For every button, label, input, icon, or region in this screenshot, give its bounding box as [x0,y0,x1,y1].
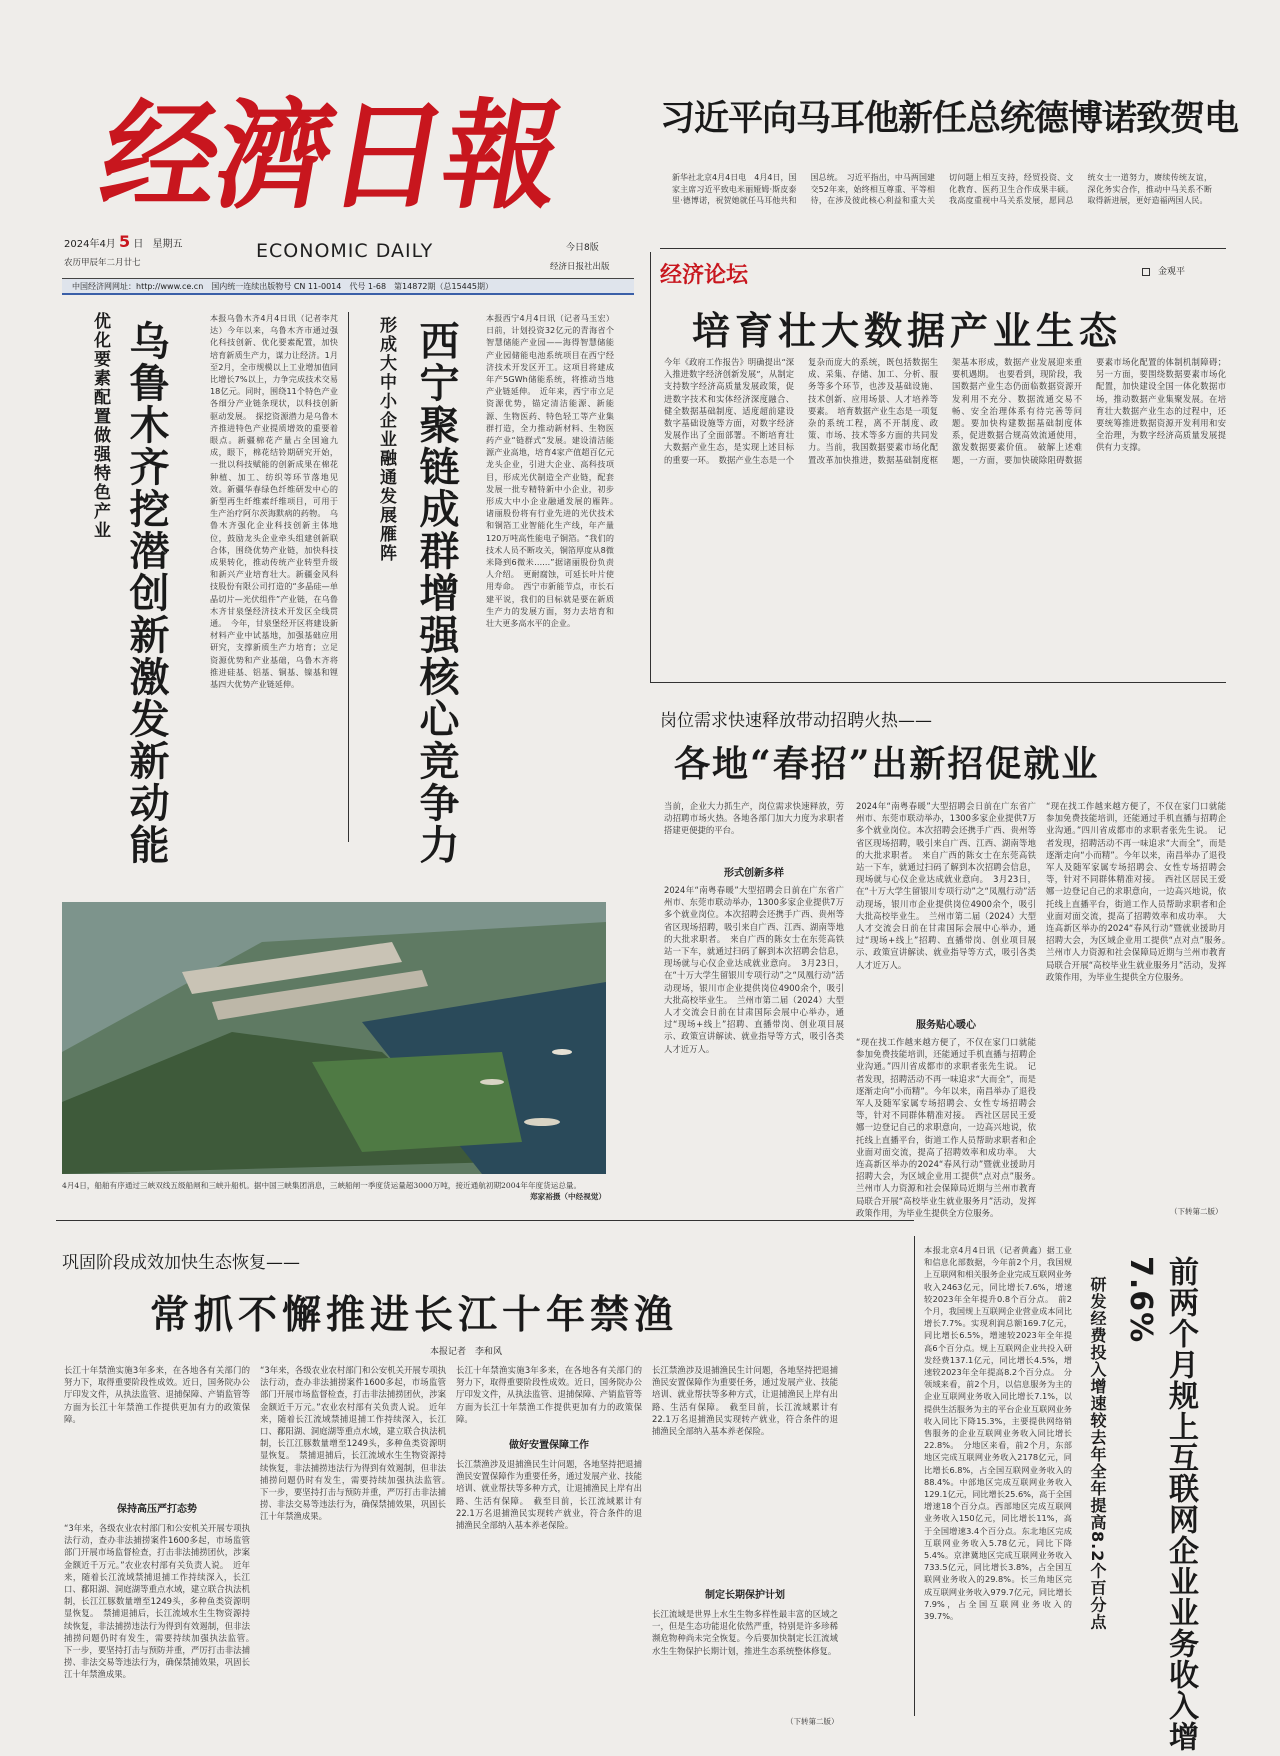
editorial-author: 金观平 [1142,264,1185,277]
jobs-intro: 当前，企业大力抓生产，岗位需求快速释放，劳动招聘市场火热。各地各部门加大力度为求职者搭建更便捷的平台。 [664,801,844,836]
ship-lock-illustration [62,902,606,1174]
mid-story-text: 本报西宁4月4日讯（记者马玉宏）日前，计划投资32亿元的青海省个智慧储能产业园——海得智慧储能产业园储能电池系统项目在西宁经济技术开发区开工。这项目将建成年产5GWh储能系统，将推动当地产业链延伸。 近年来，西宁市立足资源优势，锚定清洁能源、新能源、生物医药、特色轻工等产业集群打造，全力推动新材料、生物医药产业“链群式”发展。建设清洁能源产业高地，培育4家产值超百亿元龙头企业，引进大企业、高科技项目，形成光伏制造全产业链，配套发展一批专精特新中小企业，初步形成大中小企业融通发展的雁阵。 诸丽股份将有行业先进的光伏技术和铜箔工业智能化生产线，年产量120万吨高性能电子铜箔。“我们的技术人员不断攻关，铜箔厚度从8微米降到6微米……”据诸丽股份负责人介绍。 更耐腐蚀，可延长叶片使用寿命。 西宁市新能节点，市长石建平说，我们的目标就是要在新质生产力的发展方面，努力去培育和壮大更多高水平的企业。 [486,313,623,629]
photo-caption: 4月4日，船舶有序通过三峡双线五级船闸和三峡升船机。据中国三峡集团消息，三峡船闸一季度货运量超3000万吨，接近通航初期2004年年度货运总量。 郑家裕摄（中经视觉） [62,1181,606,1201]
divider [650,682,1226,683]
fishing-kicker: 巩固阶段成效加快生态恢复—— [62,1253,300,1273]
left-story-text: 本报乌鲁木齐4月4日讯（记者李芃达）今年以来，乌鲁木齐市通过强化科技创新、优化要素配置，加快培育新质生产力，谋力让经济。1月至2月，全市规模以上工业增加值同比增长7%以上，力争完成技术交易18亿元。同时，围绕11个特色产业各细分产业链条现状，以科技创新驱动发展。 探挖资源潜力是乌鲁木齐推进特色产业提质增效的重要着眼点。新疆棉花产量占全国逾九成，眼下，棉花结铃期研究开始，一批以科技赋能的创新成果在棉花种植、加工、纺织等环节落地见效。新疆华春绿色纤维研发中心的新型再生纤维素纤维项目，可用于生产治疗阿尔茨海默病的药物。 乌鲁木齐强化企业科技创新主体地位，鼓励龙头企业牵头组建创新联合体，围绕优势产业链，加快科技成果转化，推动传统产业转型升级和新兴产业培育壮大。新疆金风科技股份有限公司打造的“多晶硅—单晶切片—光伏组件”产业链，在乌鲁木齐甘泉堡经济技术开发区全线贯通。 今年，甘泉堡经开区将建设新材料产业中试基地，加强基础应用研究，支撑新质生产力培育；立足资源优势和产业基础，乌鲁木齐将推进硅基、铝基、铜基、镍基和锂基四大优势产业链延伸。 [210,313,338,690]
fishing-more: （下转第二版） [786,1717,839,1726]
masthead-info: 中国经济网网址：http://www.ce.cn 国内统一连续出版物号 CN 11-0014 代号 1-68 第14872期（总15445期） [72,282,493,291]
masthead-day: 5 [119,232,131,251]
masthead-english: ECONOMIC DAILY [256,240,434,262]
fishing-section2-text: 长江禁渔涉及退捕渔民生计问题，各地坚持把退捕渔民安置保障作为重要任务，通过发展产业、技能培训、就业帮扶等多种方式，让退捕渔民上岸有出路、生活有保障。 截至目前，长江流域累计有22.1万名退捕渔民实现转产就业，符合条件的退捕渔民全部纳入基本养老保险。 [456,1459,642,1531]
divider [650,252,651,682]
editorial-headline: 培育壮大数据产业生态 [692,309,1123,353]
fishing-byline: 本报记者 李和风 [430,1347,503,1357]
internet-headline: 前两个月规上互联网企业业务收入增7.6% [1123,1256,1198,1752]
news-photo [62,902,606,1174]
mid-story-subhead: 形成大中小企业融通发展雁阵 [376,316,396,563]
masthead-lunar: 农历甲辰年二月廿七 [64,258,141,268]
masthead-date: 2024年4月 5 日 星期五 [64,232,183,251]
divider [56,1220,914,1221]
editorial-kicker: 经济论坛 [660,263,749,288]
jobs-kicker: 岗位需求快速释放带动招聘火热—— [660,711,932,731]
divider [660,248,1226,249]
jobs-headline: 各地“春招”出新招促就业 [674,743,1100,785]
jobs-section2-title: 服务贴心暖心 [916,1020,976,1031]
masthead-info-bar [62,278,634,295]
photo-credit: 郑家裕摄（中经视觉） [530,1192,606,1201]
internet-text: 本报北京4月4日讯（记者黄鑫）据工业和信息化部数据，今年前2个月，我国规上互联网和相关服务企业完成互联网业务收入2463亿元，同比增长7.6%，增速较2023年全年提升0.8个百分点。 前2个月，我国规上互联网企业营业成本同比增长7.7%。实现利润总额169.7亿元，同比增长6.5%，增速较2023年全年提高6个百分点。规上互联网企业共投入研发经费137.1亿元，同比增长4.5%，增速较2023年全年提高8.2个百分点。 分领域来看，前2个月，以信息服务为主的企业互联网业务收入同比增长7.1%，以提供生活服务为主的平台企业互联网业务收入同比下降15.3%，主要提供网络销售服务的企业互联网业务收入同比增长22.8%。 分地区来看，前2个月，东部地区完成互联网业务收入2178亿元，同比增长6.8%，占全国互联网业务收入的88.4%。中部地区完成互联网业务收入129.1亿元，同比增长25.6%，高于全国增速18个百分点。西部地区完成互联网业务收入150亿元，同比增长11%，高于全国增速3.4个百分点。东北地区完成互联网业务收入5.78亿元，同比下降5.4%。京津冀地区完成互联网业务收入733.5亿元，同比增长3.8%，占全国互联网业务收入的29.8%。长三角地区完成互联网业务收入979.7亿元，同比增长7.9%，占全国互联网业务收入的39.7%。 [924,1245,1072,1622]
jobs-section1-title: 形式创新多样 [724,868,784,879]
masthead-weekday: 星期五 [152,239,183,250]
fishing-section3-title: 制定长期保护计划 [705,1590,785,1601]
fishing-section1-text: “3年来，各级农业农村部门和公安机关开展专项执法行动，查办非法捕捞案件1600多起，市场监管部门开展市场监督检查，打击非法捕捞团伙，涉案金额近千万元。”农业农村部有关负责人说。 近年来，随着长江流域禁捕退捕工作持续深入，长江口、鄱阳湖、洞庭湖等重点水域，建立联合执法机制，长江江豚数量增至1249头，多种鱼类资源明显恢复。 禁捕退捕后，长江流域水生生物资源持续恢复，非法捕捞违法行为得到有效遏制，但非法捕捞问题仍时有发生，需要持续加强执法监管。 下一步，要坚持打击与预防并重，严厉打击非法捕捞、非法交易等违法行为，确保禁捕效果，巩固长江十年禁渔成果。 [64,1523,259,1680]
checkbox-mark [1142,268,1150,276]
fishing-column3-intro: 长江十年禁渔实施3年多来，在各地各有关部门的努力下，取得重要阶段性成效。近日，国务院办公厅印发文件，从执法监管、退捕保障、产销监管等方面为长江十年禁渔工作提供更加有力的政策保障。 [456,1365,642,1424]
internet-subhead: 研发经费投入增速较去年全年提高8.2个百分点 [1088,1276,1107,1631]
editorial-text: 今年《政府工作报告》明确提出“深入推进数字经济创新发展”，从制定支持数字经济高质量发展政策，促进数字技术和实体经济深度融合、健全数据基础制度、适度超前建设数字基础设施等方面，对数字经济发展作出了全面部署。不断培育壮大数据产业生态，是实现上述目标的重要一环。 数据产业生态是一个复杂而庞大的系统，既包括数据生成、采集、存储、加工、分析、服务等多个环节，也涉及基础设施、技术创新、应用场景、人才培养等要素。 培育数据产业生态是一项复杂的系统工程，离不开制度、政策、市场、技术等多方面的共同发力。当前，我国数据要素市场化配置改革加快推进，数据基础制度框架基本形成，数据产业发展迎来重要机遇期。 也要看到，现阶段，我国数据产业生态仍面临数据资源开发利用不充分、数据流通交易不畅、安全治理体系有待完善等问题。要加快构建数据基础制度体系，促进数据合规高效流通使用，激发数据要素价值。 破解上述难题，一方面，要加快破除阻碍数据要素市场化配置的体制机制障碍；另一方面，要围绕数据要素市场化配置，加快建设全国一体化数据市场，推动数据产业集聚发展。在培育壮大数据产业生态的过程中，还要统筹推进数据资源开发利用和安全治理，为数字经济高质量发展提供有力支撑。 [664,357,1226,465]
masthead-pages: 今日8版 [566,243,599,253]
masthead-publisher: 经济日报社出版 [550,262,610,272]
top-story-text: 新华社北京4月4日电 4月4日，国家主席习近平致电米丽娅姆·斯皮泰里·德博诺，祝贺她就任马耳他共和国总统。 习近平指出，中马两国建交52年来，始终相互尊重、平等相待，在涉及彼此核心利益和重大关切问题上相互支持，经贸投资、文化教育、医药卫生合作成果丰硕。我高度重视中马关系发展，愿同总统女士一道努力，赓续传统友谊，深化务实合作，推动中马关系不断取得新进展，更好造福两国人民。 [672,173,1212,205]
fishing-intro: 长江十年禁渔实施3年多来，在各地各有关部门的努力下，取得重要阶段性成效。近日，国务院办公厅印发文件，从执法监管、退捕保障、产销监管等方面为长江十年禁渔工作提供更加有力的政策保障。 [64,1365,250,1424]
masthead-logo: 经濟日報 [91,86,571,225]
fishing-section3-text: 长江流域是世界上水生生物多样性最丰富的区域之一，但是生态功能退化依然严重，特别是许多珍稀濒危物种尚未完全恢复。今后要加快制定长江流域水生生物保护长期计划，推进生态系统整体修复。 [652,1609,838,1656]
fishing-headline: 常抓不懈推进长江十年禁渔 [150,1293,679,1338]
fishing-section1-title: 保持高压严打态势 [117,1504,197,1515]
mid-story-headline: 西宁聚链成群增强核心竞争力 [413,320,459,866]
left-story-subhead: 优化要素配置做强特色产业 [90,312,110,540]
jobs-section2-text: “现在找工作越来越方便了，不仅在家门口就能参加免费技能培训，还能通过手机直播与招聘企业沟通。”四川省成都市的求职者张先生说。 记者发现，招聘活动不再一味追求“大而全”，而是逐渐走向“小而精”。今年以来，南昌举办了退役军人及随军家属专场招聘会、女性专场招聘会等，针对不同群体精准对接。 西社区居民王爱娜一边登记自己的求职意向，一边高兴地说，依托线上直播平台，街道工作人员帮助求职者和企业面对面交流，提高了招聘效率和成功率。 大连高新区举办的2024“春风行动”暨就业援助月招聘大会，为区域企业用工提供“点对点”服务。 兰州市人力资源和社会保障局近期与兰州市教育局联合开展“高校毕业生就业服务月”活动，发挥政策作用，为毕业生提供全方位服务。 [856,1037,1045,1218]
divider [914,1236,915,1716]
left-story-headline: 乌鲁木齐挖潜创新激发新动能 [123,320,169,866]
jobs-column3-text: “现在找工作越来越方便了，不仅在家门口就能参加免费技能培训，还能通过手机直播与招聘企业沟通。”四川省成都市的求职者张先生说。 记者发现，招聘活动不再一味追求“大而全”，而是逐渐走向“小而精”。今年以来，南昌举办了退役军人及随军家属专场招聘会、女性专场招聘会等，针对不同群体精准对接。 西社区居民王爱娜一边登记自己的求职意向，一边高兴地说，依托线上直播平台，街道工作人员帮助求职者和企业面对面交流，提高了招聘效率和成功率。 大连高新区举办的2024“春风行动”暨就业援助月招聘大会，为区域企业用工提供“点对点”服务。 兰州市人力资源和社会保障局近期与兰州市教育局联合开展“高校毕业生就业服务月”活动，发挥政策作用，为毕业生提供全方位服务。 [1046,801,1235,982]
fishing-column4-text: 长江禁渔涉及退捕渔民生计问题，各地坚持把退捕渔民安置保障作为重要任务，通过发展产业、技能培训、就业帮扶等多种方式，让退捕渔民上岸有出路、生活有保障。 截至目前，长江流域累计有22.1万名退捕渔民实现转产就业，符合条件的退捕渔民全部纳入基本养老保险。 [652,1365,838,1437]
jobs-section1-text: 2024年“南粤春暖”大型招聘会日前在广东省广州市、东莞市联动举办，1300多家企业提供7万多个就业岗位。本次招聘会还携手广西、贵州等省区现场招聘，吸引来自广西、江西、湖南等地的大批求职者。 来自广西的陈女士在东莞高铁站一下车，就通过扫码了解到本次招聘会信息，现场就与心仪企业达成就业意向。 3月23日，在“十万大学生留银川专项行动”之“凤凰行动”活动现场，银川市企业提供岗位4900余个，吸引大批高校毕业生。 兰州市第二届（2024）大型人才交流会日前在甘肃国际会展中心举办，通过“现场+线上”招聘、直播带岗、创业项目展示、政策宣讲解读、就业指导等方式，吸引各类人才近万人。 [664,885,844,1054]
divider [348,312,349,842]
top-story-headline: 习近平向马耳他新任总统德博诺致贺电 [660,99,1239,139]
fishing-column2-text: “3年来，各级农业农村部门和公安机关开展专项执法行动，查办非法捕捞案件1600多起，市场监管部门开展市场监督检查，打击非法捕捞团伙，涉案金额近千万元。”农业农村部有关负责人说。 近年来，随着长江流域禁捕退捕工作持续深入，长江口、鄱阳湖、洞庭湖等重点水域，建立联合执法机制，长江江豚数量增至1249头，多种鱼类资源明显恢复。 禁捕退捕后，长江流域水生生物资源持续恢复，非法捕捞违法行为得到有效遏制，但非法捕捞问题仍时有发生，需要持续加强执法监管。 下一步，要坚持打击与预防并重，严厉打击非法捕捞、非法交易等违法行为，确保禁捕效果，巩固长江十年禁渔成果。 [260,1365,455,1522]
jobs-section2-intro: 2024年“南粤春暖”大型招聘会日前在广东省广州市、东莞市联动举办，1300多家企业提供7万多个就业岗位。本次招聘会还携手广西、贵州等省区现场招聘，吸引来自广西、江西、湖南等地的大批求职者。 来自广西的陈女士在东莞高铁站一下车，就通过扫码了解到本次招聘会信息，现场就与心仪企业达成就业意向。 3月23日，在“十万大学生留银川专项行动”之“凤凰行动”活动现场，银川市企业提供岗位4900余个，吸引大批高校毕业生。 兰州市第二届（2024）大型人才交流会日前在甘肃国际会展中心举办，通过“现场+线上”招聘、直播带岗、创业项目展示、政策宣讲解读、就业指导等方式，吸引各类人才近万人。 [856,801,1036,970]
masthead [56,40,640,302]
fishing-section2-title: 做好安置保障工作 [509,1440,589,1451]
jobs-more: （下转第二版） [1170,1207,1223,1216]
